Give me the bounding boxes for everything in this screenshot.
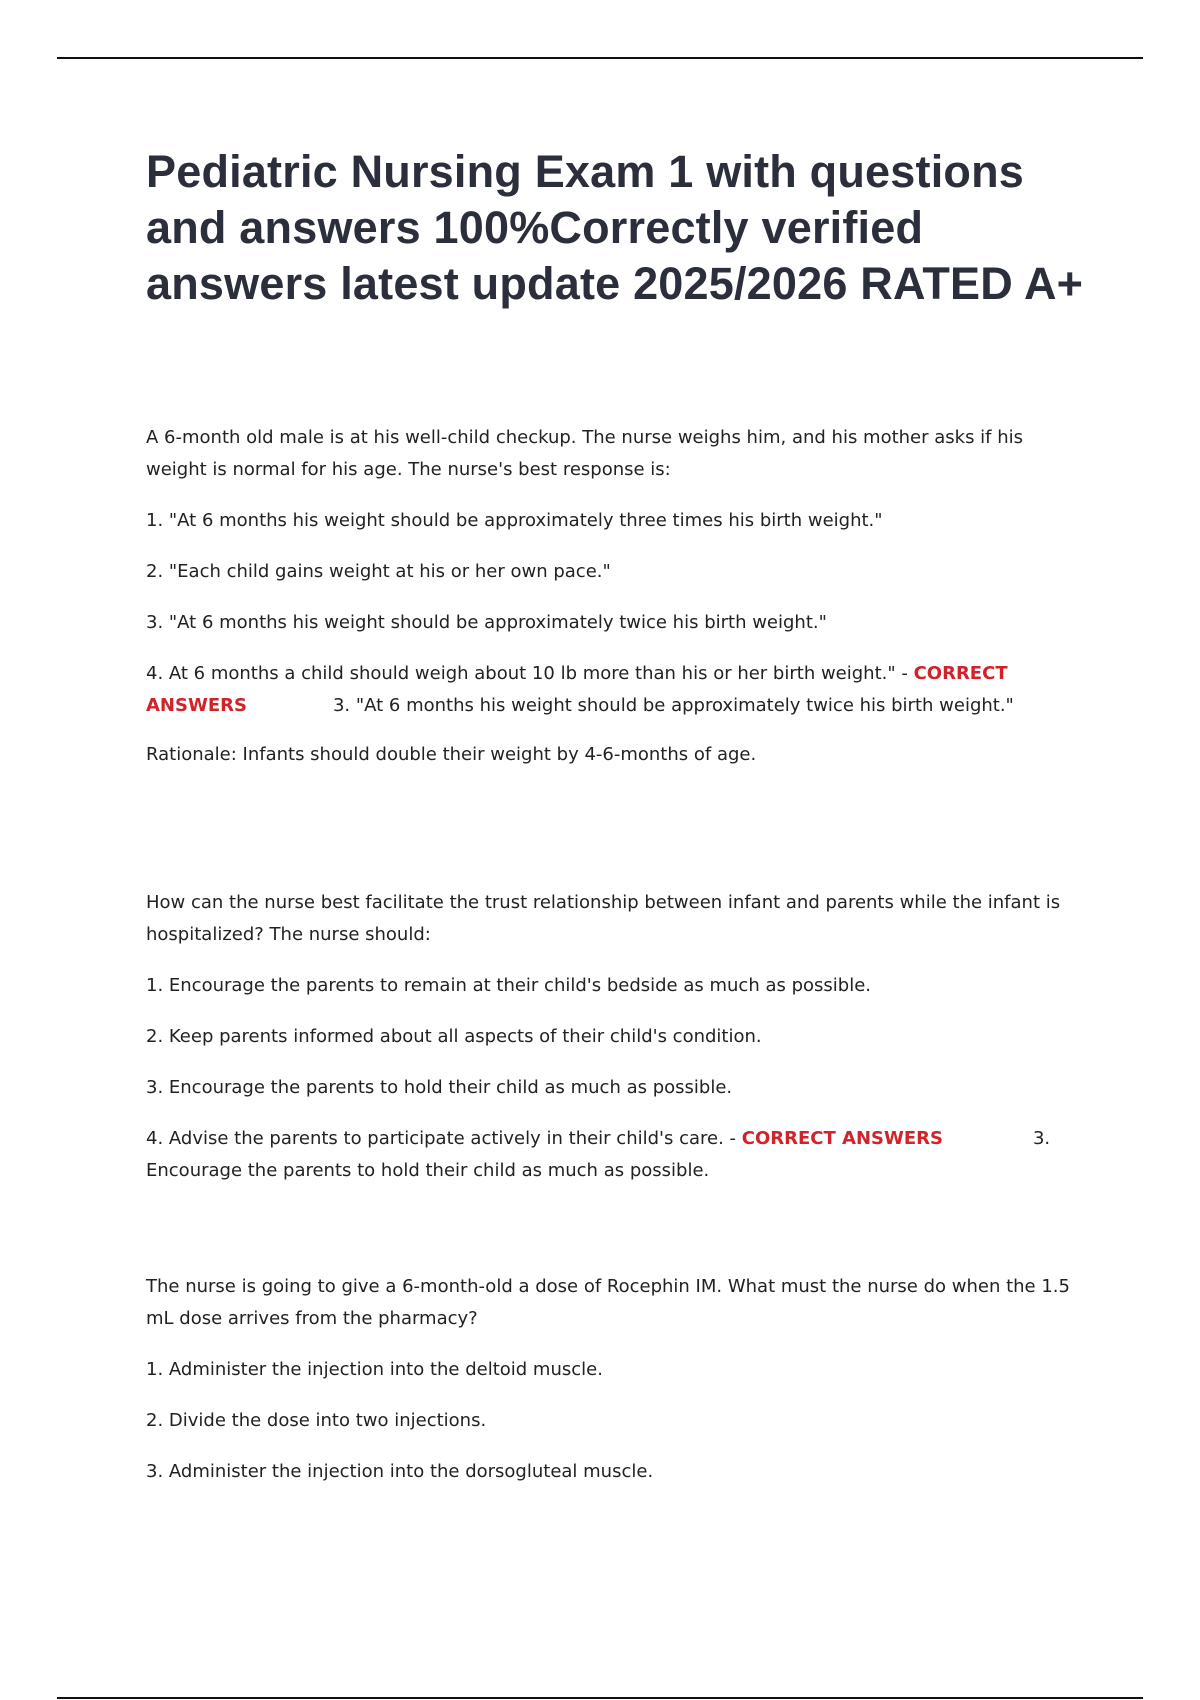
answer-option-with-correct: [146, 1123, 1086, 1187]
answer-option: 1. "At 6 months his weight should be approximately three times his birth weight.": [146, 510, 883, 531]
correct-answer-text: 3. Encourage the parents to hold their child as much as possible.: [146, 1128, 1051, 1181]
question-3: [146, 1271, 1086, 1488]
question-1: [146, 422, 1086, 771]
question-stem: How can the nurse best facilitate the trust relationship between infant and parents while the infant is hospitalized? The nurse should:: [146, 892, 1061, 945]
document-body: [146, 422, 1086, 1604]
answer-option: 4. At 6 months a child should weigh about 10 lb more than his or her birth weight." -: [146, 663, 914, 684]
correct-answers-label: CORRECT ANSWERS: [741, 1128, 943, 1149]
bottom-rule: [57, 1697, 1143, 1699]
answer-option: 2. Divide the dose into two injections.: [146, 1410, 487, 1431]
page-title: Pediatric Nursing Exam 1 with questions and answers 100%Correctly verified answers latest update 2025/2026 RATED A+: [146, 146, 1084, 309]
answer-option: 1. Administer the injection into the deltoid muscle.: [146, 1359, 603, 1380]
correct-answers-label: CORRECT ANSWERS: [146, 663, 1008, 716]
answer-option: 3. Encourage the parents to hold their child as much as possible.: [146, 1077, 733, 1098]
question-stem: A 6-month old male is at his well-child checkup. The nurse weighs him, and his mother asks if his weight is normal for his age. The nurse's best response is:: [146, 427, 1024, 480]
answer-option: 2. "Each child gains weight at his or her own pace.": [146, 561, 611, 582]
question-2: [146, 887, 1086, 1187]
answer-option: 1. Encourage the parents to remain at their child's bedside as much as possible.: [146, 975, 872, 996]
question-stem: The nurse is going to give a 6-month-old a dose of Rocephin IM. What must the nurse do when the 1.5 mL dose arrives from the pharmacy?: [146, 1276, 1070, 1329]
rationale-text: Rationale: Infants should double their weight by 4-6-months of age.: [146, 744, 757, 765]
answer-option: 3. Administer the injection into the dorsogluteal muscle.: [146, 1461, 654, 1482]
top-rule: [57, 57, 1143, 59]
answer-option: 3. "At 6 months his weight should be approximately twice his birth weight.": [146, 612, 827, 633]
answer-option: 2. Keep parents informed about all aspects of their child's condition.: [146, 1026, 762, 1047]
answer-option-with-correct: [146, 658, 1086, 722]
correct-answer-text: 3. "At 6 months his weight should be approximately twice his birth weight.": [332, 695, 1014, 716]
answer-option: 4. Advise the parents to participate actively in their child's care. -: [146, 1128, 742, 1149]
